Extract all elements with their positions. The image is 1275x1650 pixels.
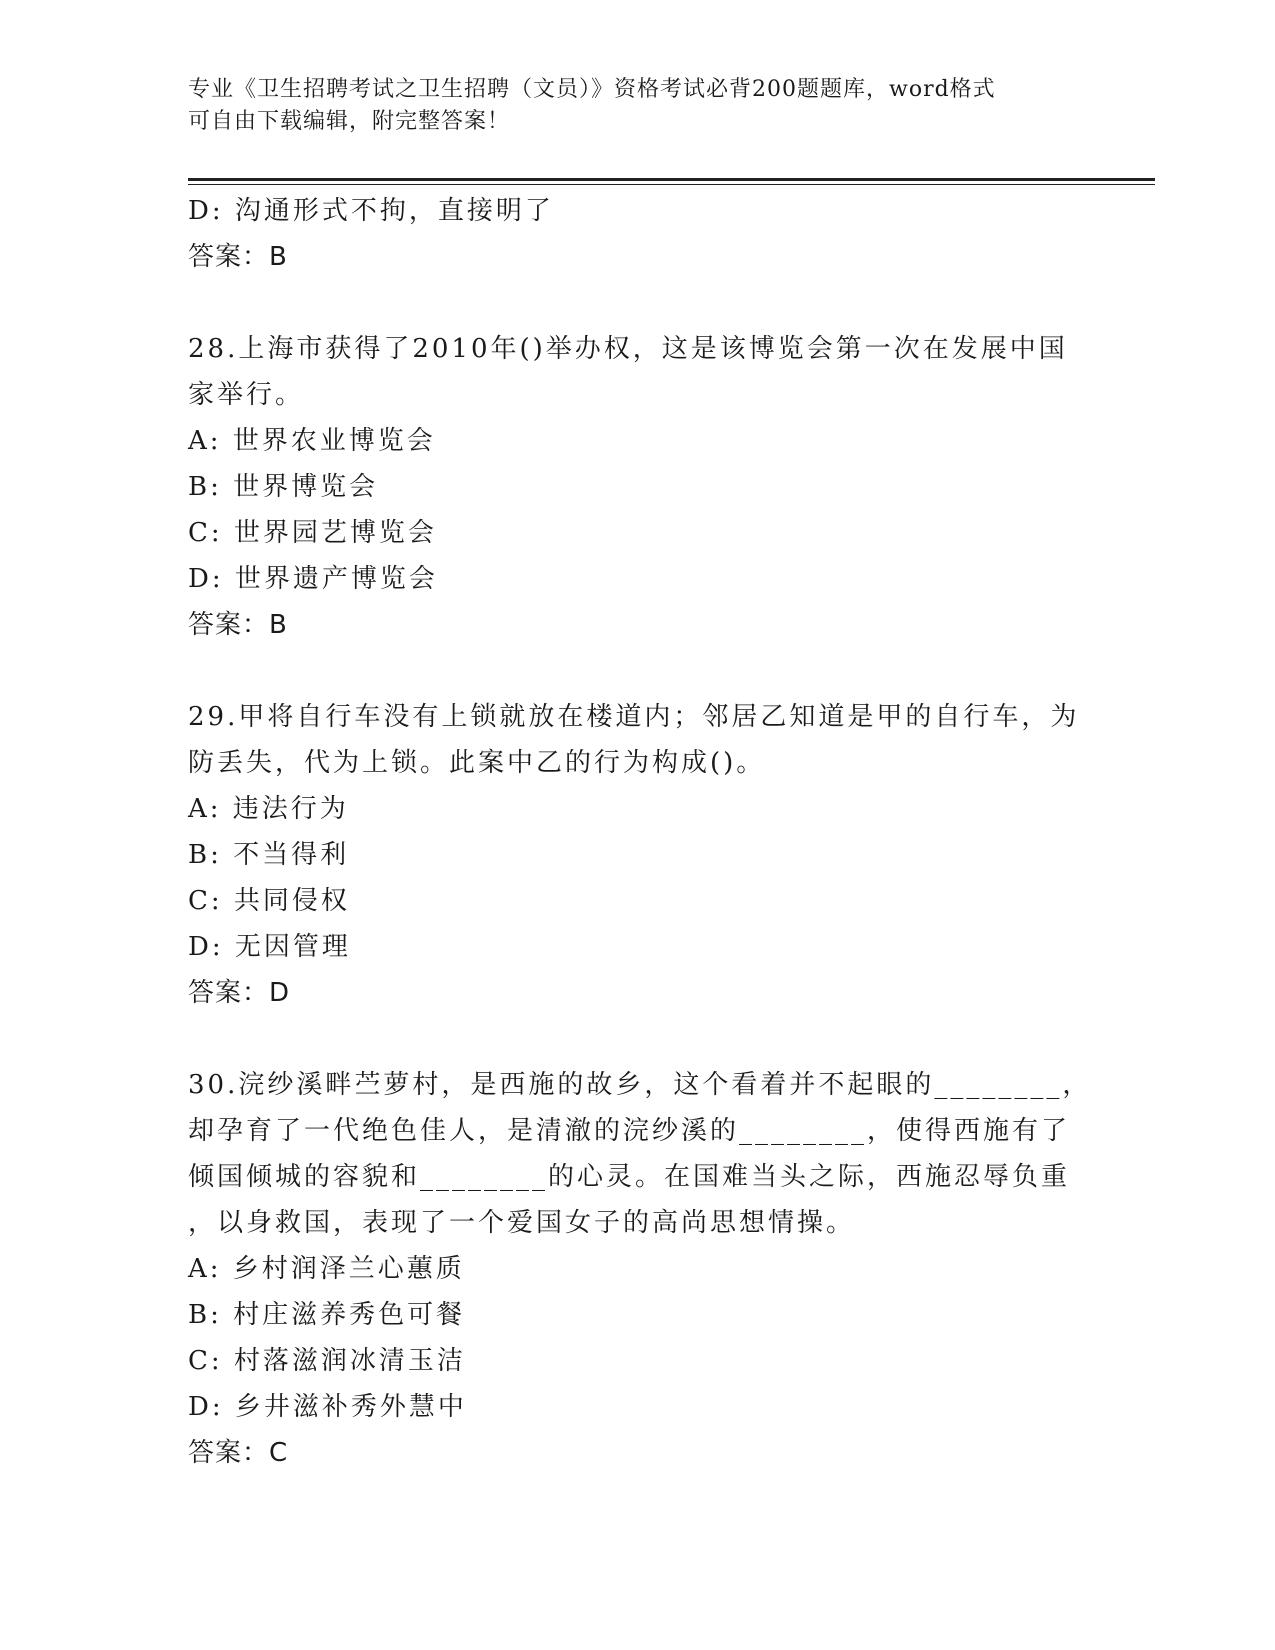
- spacer: [188, 648, 1088, 694]
- option-d: D: 沟通形式不拘，直接明了: [188, 196, 554, 226]
- question-text-line: 却孕育了一代绝色佳人，是清澈的浣纱溪的________，使得西施有了: [188, 1116, 1071, 1146]
- document-header: [188, 74, 1088, 138]
- answer-line: 答案：D: [188, 978, 291, 1008]
- spacer: [188, 280, 1088, 326]
- question-text: [188, 694, 1088, 786]
- option-b: B: 世界博览会: [188, 472, 379, 502]
- question-text-line: 30.浣纱溪畔苎萝村，是西施的故乡，这个看着并不起眼的________，: [188, 1070, 1092, 1100]
- question-text-line: 家举行。: [188, 380, 305, 410]
- option-d: D: 乡井滋补秀外慧中: [188, 1392, 467, 1422]
- header-rule-thin: [188, 184, 1155, 185]
- question-text-line: 28.上海市获得了2010年()举办权，这是该博览会第一次在发展中国: [188, 334, 1068, 364]
- option-a: A: 乡村润泽兰心蕙质: [188, 1254, 465, 1284]
- answer-line: 答案：C: [188, 1438, 289, 1468]
- question-text: [188, 1062, 1092, 1246]
- option-d: D: 世界遗产博览会: [188, 564, 438, 594]
- header-rule-thick: [188, 178, 1155, 181]
- header-line-1: 专业《卫生招聘考试之卫生招聘（文员）》资格考试必背200题题库，word格式: [188, 77, 996, 102]
- option-a: A: 违法行为: [188, 794, 349, 824]
- answer-line: 答案：B: [188, 242, 288, 272]
- spacer: [188, 1016, 1088, 1062]
- question-29: [188, 694, 1088, 1016]
- question-text-line: ，以身救国，表现了一个爱国女子的高尚思想情操。: [188, 1208, 856, 1238]
- question-28: [188, 326, 1088, 648]
- question-text-line: 倾国倾城的容貌和________的心灵。在国难当头之际，西施忍辱负重: [188, 1162, 1071, 1192]
- option-a: A: 世界农业博览会: [188, 426, 436, 456]
- document-body: [188, 188, 1092, 1476]
- option-c: C: 共同侵权: [188, 886, 350, 916]
- question-text: [188, 326, 1088, 418]
- header-line-2: 可自由下载编辑，附完整答案！: [188, 109, 511, 134]
- previous-question-tail: [188, 188, 1088, 280]
- question-text-line: 29.甲将自行车没有上锁就放在楼道内；邻居乙知道是甲的自行车，为: [188, 702, 1080, 732]
- question-30: [188, 1062, 1092, 1476]
- answer-line: 答案：B: [188, 610, 288, 640]
- option-b: B: 不当得利: [188, 840, 350, 870]
- question-text-line: 防丢失，代为上锁。此案中乙的行为构成()。: [188, 748, 766, 778]
- option-b: B: 村庄滋养秀色可餐: [188, 1300, 466, 1330]
- option-d: D: 无因管理: [188, 932, 351, 962]
- option-c: C: 村落滋润冰清玉洁: [188, 1346, 466, 1376]
- option-c: C: 世界园艺博览会: [188, 518, 437, 548]
